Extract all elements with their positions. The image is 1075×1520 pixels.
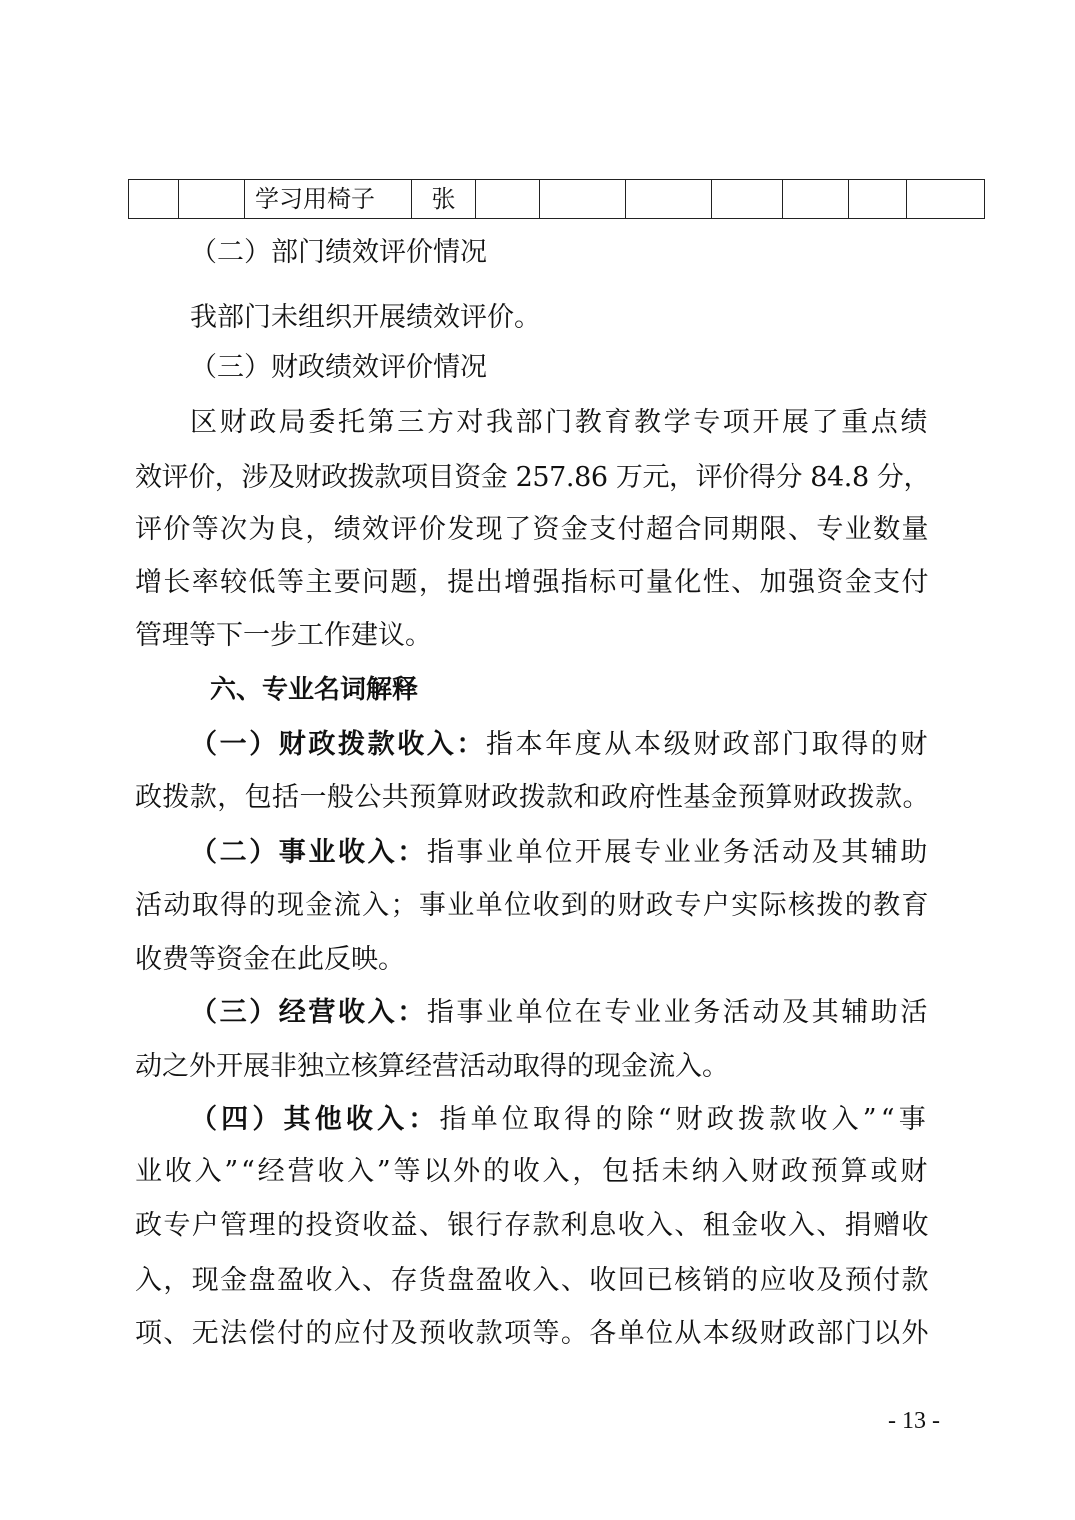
paragraph-line: 管理等下一步工作建议。: [135, 620, 432, 651]
paragraph-line: 入，现金盘盈收入、存货盘盈收入、收回已核销的应收及预付款: [135, 1265, 930, 1296]
fin-eval-heading: （三）财政绩效评价情况: [190, 352, 487, 383]
paragraph-line: 政拨款，包括一般公共预算财政拨款和政府性基金预算财政拨款。: [135, 782, 930, 813]
term-line: [190, 1102, 930, 1138]
term-line: [190, 995, 930, 1031]
table-cell: [849, 180, 907, 219]
glossary-heading: 六、专业名词解释: [210, 675, 419, 705]
paragraph-line: 政专户管理的投资收益、银行存款利息收入、租金收入、捐赠收: [135, 1210, 930, 1241]
paragraph-line: 收费等资金在此反映。: [135, 944, 405, 975]
paragraph-line: 评价等次为良，绩效评价发现了资金支付超合同期限、专业数量: [135, 514, 930, 545]
paragraph-line: 效评价，涉及财政拨款项目资金 257.86 万元，评价得分 84.8 分，: [135, 462, 931, 493]
term-label: （三）经营收入：: [190, 997, 427, 1028]
paragraph-line: 区财政局委托第三方对我部门教育教学专项开展了重点绩: [190, 407, 930, 438]
term-label: （二）事业收入：: [190, 837, 427, 868]
dept-eval-text: 我部门未组织开展绩效评价。: [190, 302, 541, 333]
paragraph-line: 动之外开展非独立核算经营活动取得的现金流入。: [135, 1051, 729, 1082]
term-text: 指事业单位开展专业业务活动及其辅助: [426, 837, 931, 868]
table-cell: [907, 180, 985, 219]
term-label: （四）其他收入：: [190, 1104, 440, 1135]
dept-eval-heading: （二）部门绩效评价情况: [190, 237, 487, 268]
table-cell: [476, 180, 540, 219]
table-cell: [129, 180, 179, 219]
paragraph-line: 业收入”“经营收入”等以外的收入，包括未纳入财政预算或财: [135, 1156, 931, 1187]
table-cell: [712, 180, 783, 219]
table-cell: [626, 180, 712, 219]
term-text: 指单位取得的除“财政拨款收入”“事: [439, 1104, 930, 1135]
term-text: 指本年度从本级财政部门取得的财: [486, 729, 930, 760]
term-line: [190, 835, 930, 871]
table-cell: [540, 180, 626, 219]
paragraph-line: 增长率较低等主要问题，提出增强指标可量化性、加强资金支付: [135, 567, 930, 598]
term-text: 指事业单位在专业业务活动及其辅助活: [426, 997, 931, 1028]
item-name-cell: 学习用椅子: [245, 180, 412, 219]
page-number: - 13 -: [888, 1408, 940, 1434]
table-row: [129, 180, 985, 219]
paragraph-line: 活动取得的现金流入；事业单位收到的财政专户实际核拨的教育: [135, 890, 930, 921]
paragraph-line: 项、无法偿付的应付及预收款项等。各单位从本级财政部门以外: [135, 1318, 930, 1349]
unit-cell: 张: [412, 180, 476, 219]
table-cell: [179, 180, 245, 219]
term-label: （一）财政拨款收入：: [190, 729, 486, 760]
asset-table: [128, 179, 985, 219]
term-line: [190, 727, 930, 763]
table-cell: [783, 180, 849, 219]
